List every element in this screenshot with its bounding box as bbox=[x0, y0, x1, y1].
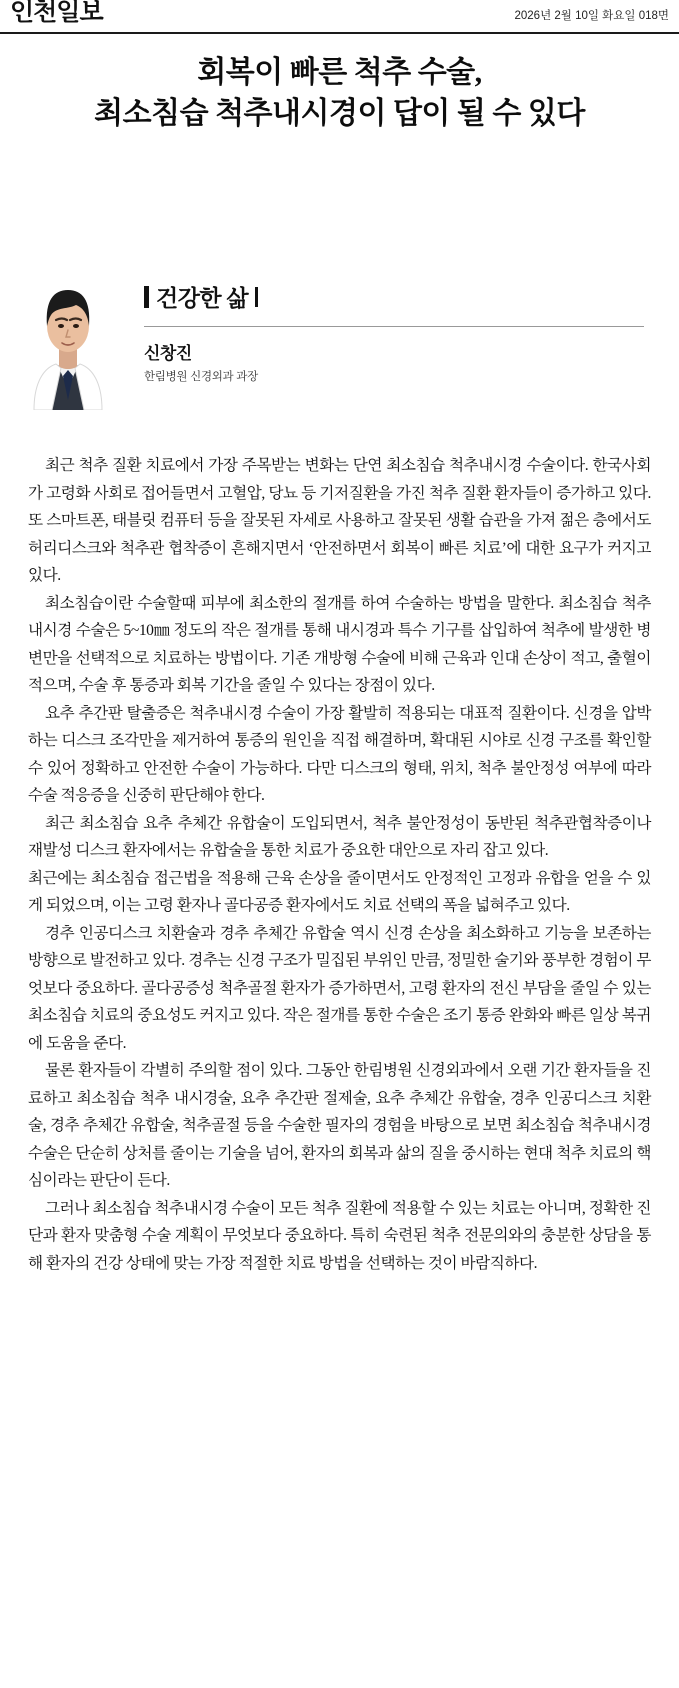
headline-line-1: 회복이 빠른 척추 수술, bbox=[197, 56, 482, 89]
article-paragraph: 요추 추간판 탈출증은 척추내시경 수술이 가장 활발히 적용되는 대표적 질환이다. 신경을 압박하는 디스크 조각만을 제거하여 통증의 원인을 직접 해결하며, 확대된 시야로 신경 구조를 확인할 수 있어 정확하고 안전한 수술이 가능하다. 다만 디스크의 형태, 위치, 척추 불안정성 여부에 따라 수술 적응증을 신중히 판단해야 한다. bbox=[28, 704, 651, 804]
article-paragraph: 최근 최소침습 요추 추체간 유합술이 도입되면서, 척추 불안정성이 동반된 척추관협착증이나 재발성 디스크 환자에서는 유합술을 통한 치료가 중요한 대안으로 자리 잡고 있다. bbox=[28, 814, 651, 859]
masthead bbox=[0, 0, 679, 34]
article-paragraph: 경추 인공디스크 치환술과 경추 추체간 유합술 역시 신경 손상을 최소화하고 기능을 보존하는 방향으로 발전하고 있다. 경추는 신경 구조가 밀집된 부위인 만큼, 정밀한 술기와 풍부한 경험이 무엇보다 중요하다. 골다공증성 척추골절 환자가 증가하면서, 고령 환자의 전신 부담을 줄일 수 있는 최소침습 치료의 중요성도 커지고 있다. 작은 절개를 통한 수술은 조기 통증 완화와 빠른 일상 복귀에 도움을 준다. bbox=[28, 924, 651, 1052]
article-paragraph: 그러나 최소침습 척추내시경 수술이 모든 척추 질환에 적용할 수 있는 치료는 아니며, 정확한 진단과 환자 맞춤형 수술 계획이 무엇보다 중요하다. 특히 숙련된 척추 전문의와의 충분한 상담을 통해 환자의 건강 상태에 맞는 가장 적절한 치료 방법을 선택하는 것이 바람직하다. bbox=[28, 1199, 651, 1272]
author-name: 신창진 bbox=[144, 344, 192, 363]
avatar-illustration bbox=[28, 260, 108, 410]
article-paragraph: 최소침습이란 수술할때 피부에 최소한의 절개를 하여 수술하는 방법을 말한다. 최소침습 척추내시경 수술은 5~10㎜ 정도의 작은 절개를 통해 내시경과 특수 기구를 삽입하여 척추에 발생한 병변만을 선택적으로 치료하는 방법이다. 기존 개방형 수술에 비해 근육과 인대 손상이 적고, 출혈이 적으며, 수술 후 통증과 회복 기간을 줄일 수 있다는 장점이 있다. bbox=[28, 594, 651, 694]
newspaper-logo: 인천일보 bbox=[10, 0, 103, 26]
article-body bbox=[28, 452, 651, 1277]
article-headline bbox=[30, 52, 650, 134]
headline-line-2: 최소침습 척추내시경이 답이 될 수 있다 bbox=[94, 97, 585, 130]
title-bar-left-icon bbox=[144, 286, 149, 308]
author-affiliation: 한림병원 신경외과 과장 bbox=[144, 371, 258, 383]
article-paragraph: 최근 척추 질환 치료에서 가장 주목받는 변화는 단연 최소침습 척추내시경 수술이다. 한국사회가 고령화 사회로 접어들면서 고혈압, 당뇨 등 기저질환을 가진 척추 질환 환자들이 증가하고 있다. 또 스마트폰, 태블릿 컴퓨터 등을 잘못된 자세로 사용하고 잘못된 생활 습관을 가져 젊은 층에서도 허리디스크와 척추관 협착증이 흔해지면서 ‘안전하면서 회복이 빠른 치료’에 대한 요구가 커지고 있다. bbox=[28, 457, 651, 584]
byline-divider bbox=[144, 326, 644, 327]
byline-block bbox=[0, 250, 679, 410]
article-paragraph: 최근에는 최소침습 접근법을 적용해 근육 손상을 줄이면서도 안정적인 고정과 유합을 얻을 수 있게 되었으며, 이는 고령 환자나 골다공증 환자에서도 치료 선택의 폭을 넓혀주고 있다. bbox=[28, 869, 651, 914]
column-title-label: 건강한 삶 bbox=[156, 286, 249, 311]
issue-date-page: 2026년 2월 10일 화요일 018면 bbox=[514, 10, 669, 22]
column-title-row bbox=[144, 280, 651, 313]
byline-text bbox=[144, 250, 651, 384]
title-bar-right-icon bbox=[255, 287, 258, 307]
author-portrait bbox=[28, 260, 108, 410]
article-paragraph: 물론 환자들이 각별히 주의할 점이 있다. 그동안 한림병원 신경외과에서 오랜 기간 환자들을 진료하고 최소침습 척추 내시경술, 요추 추간판 절제술, 요추 추체간 유합술, 경추 인공디스크 치환술, 경추 추체간 유합술, 척추골절 등을 수술한 필자의 경험을 바탕으로 보면 최소침습 척추내시경 수술은 단순히 상처를 줄이는 기술을 넘어, 환자의 회복과 삶의 질을 중시하는 현대 척추 치료의 핵심이라는 판단이 든다. bbox=[28, 1062, 651, 1189]
